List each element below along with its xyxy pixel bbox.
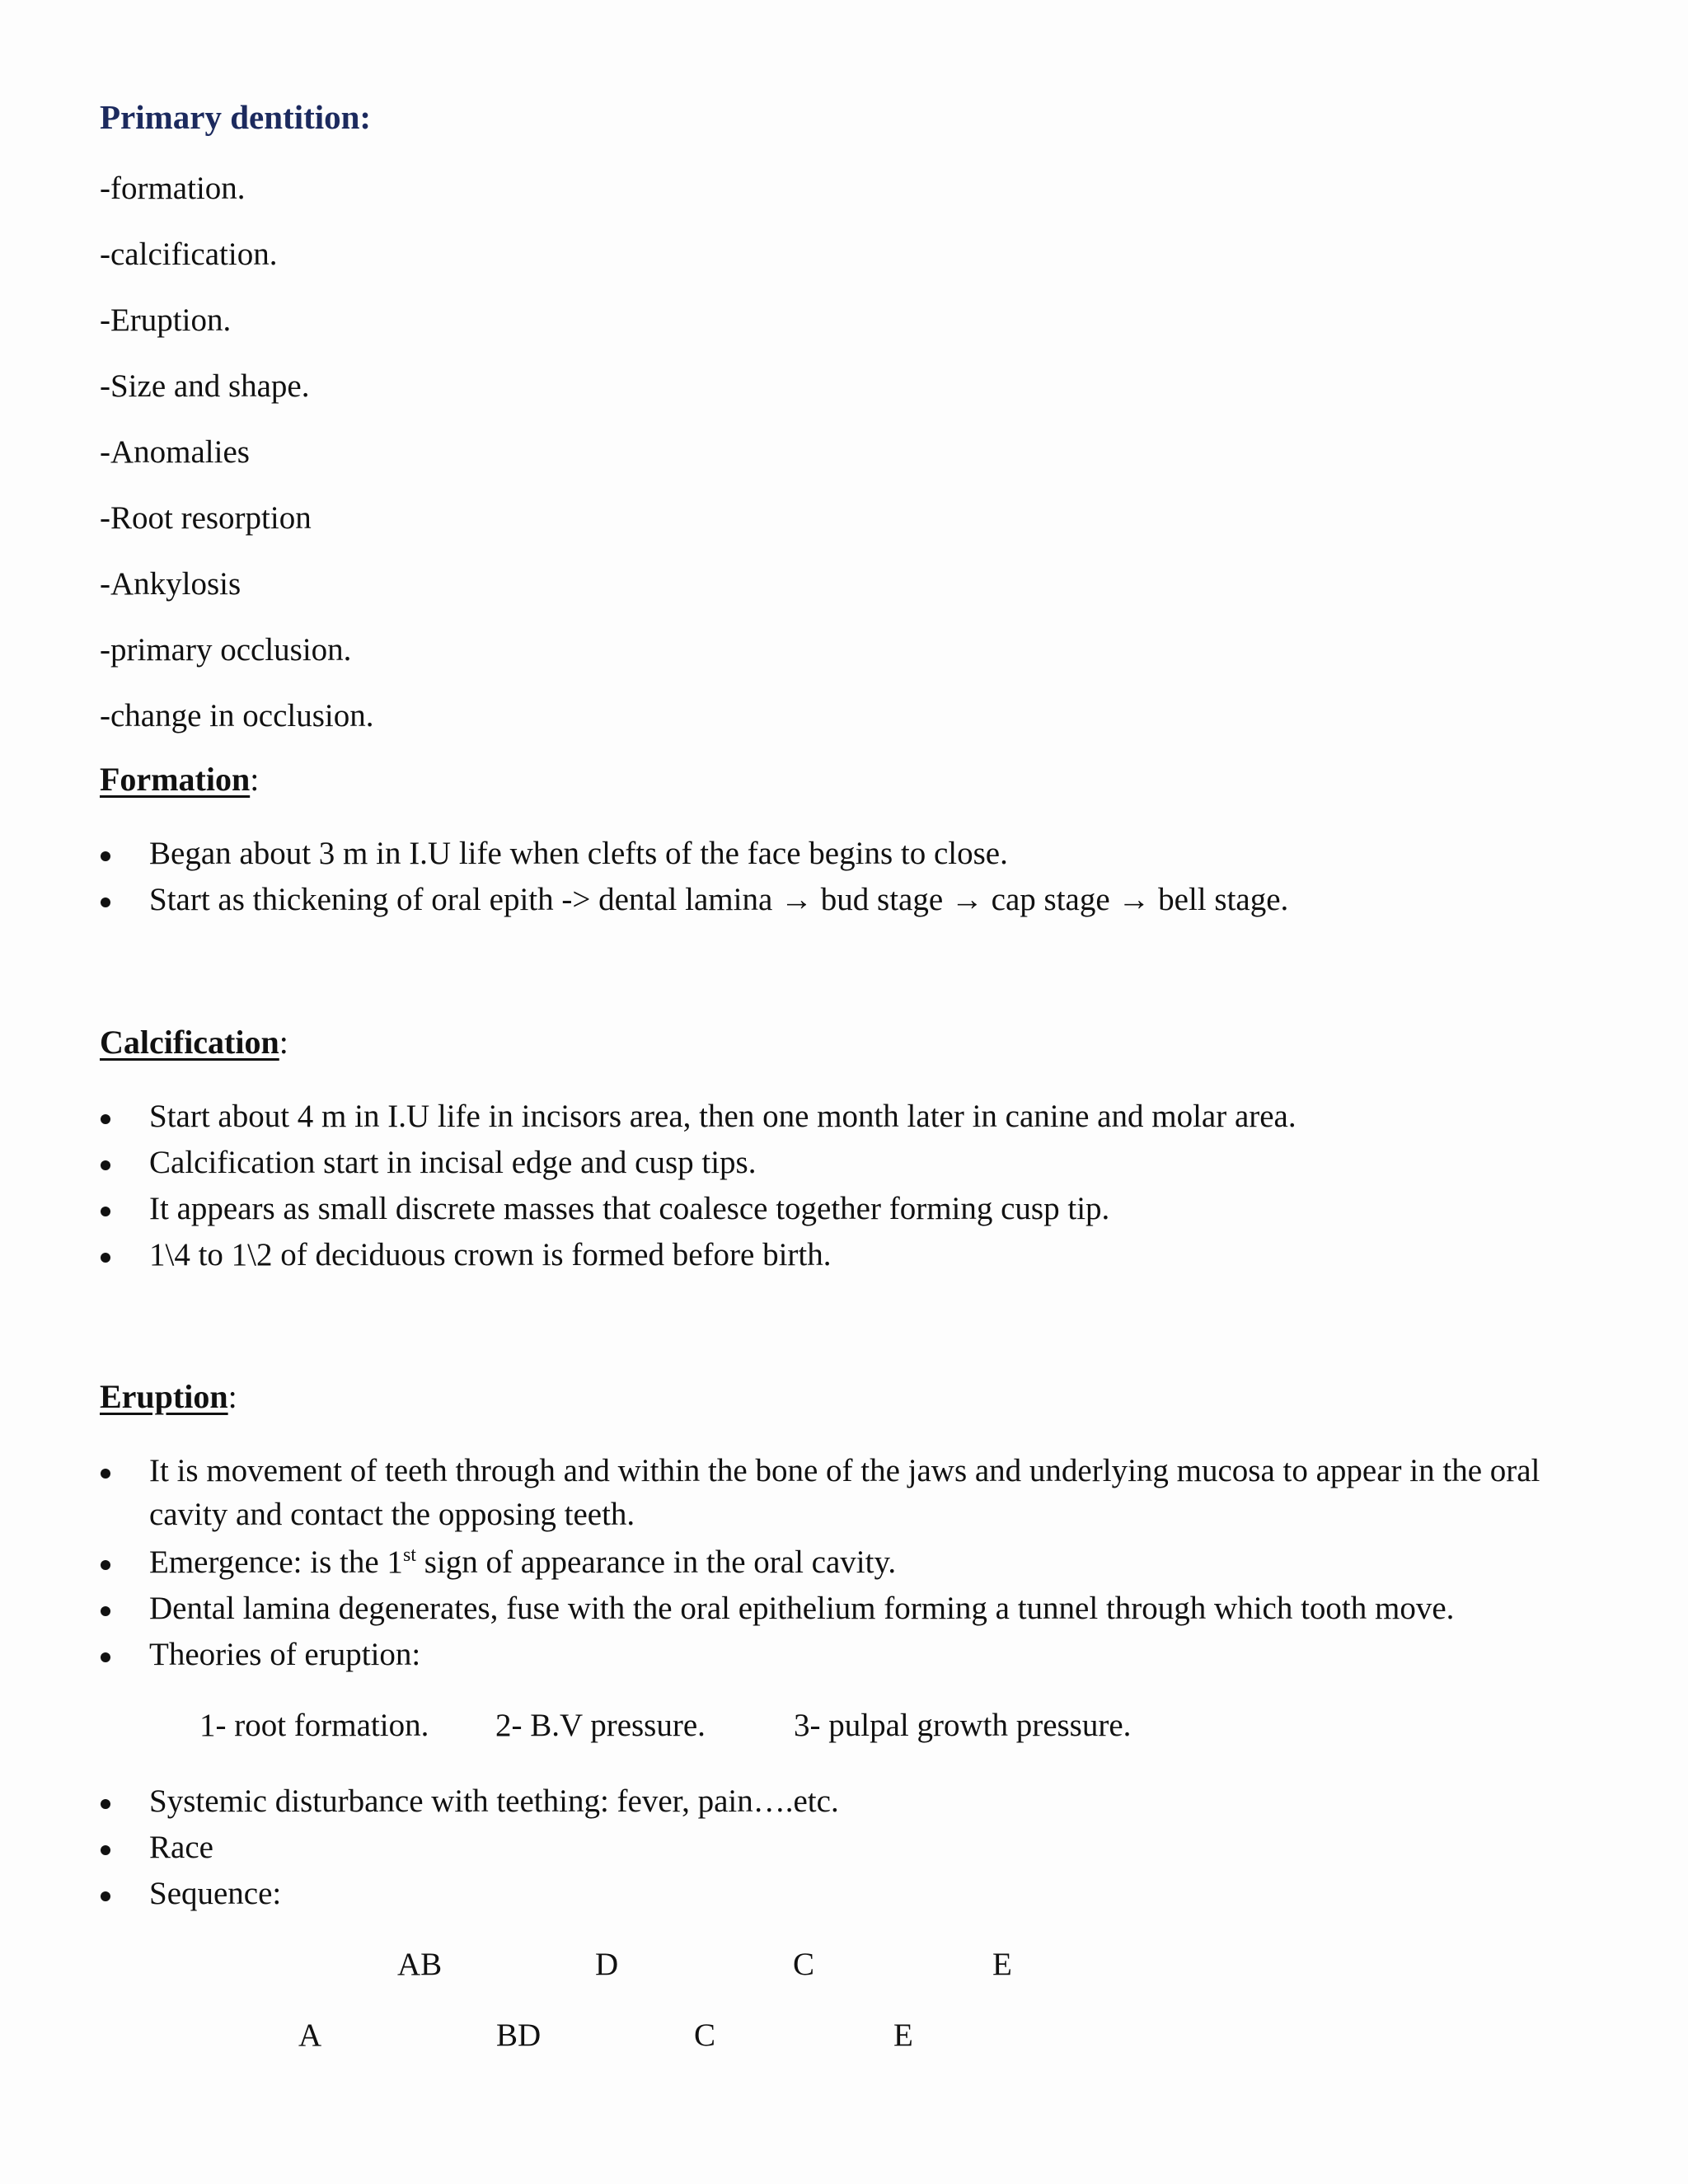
- eruption-bullet: Systemic disturbance with teething: fever, pain….etc.: [149, 1783, 839, 1819]
- topic-item: -Eruption.: [100, 302, 232, 338]
- eruption-bullet-line: It is movement of teeth through and within the bone of the jaws and underlying mucosa to appear in the oral: [149, 1453, 1540, 1488]
- topic-item: -formation.: [100, 171, 246, 206]
- bullet-icon: [101, 1799, 110, 1809]
- bullet-icon: [101, 1160, 110, 1170]
- formation-bullet: Start as thickening of oral epith -> dental lamina → bud stage → cap stage → bell stage.: [149, 882, 1289, 917]
- sequence-lower-label: C: [694, 2018, 716, 2053]
- topic-item: -primary occlusion.: [100, 632, 352, 668]
- topic-item: -calcification.: [100, 237, 278, 272]
- bullet-icon: [101, 1207, 110, 1216]
- section-heading-formation: Formation:: [100, 761, 260, 798]
- topic-item: -Anomalies: [100, 434, 250, 470]
- bullet-icon: [101, 1606, 110, 1616]
- sequence-upper-label: D: [595, 1947, 619, 1982]
- topic-item: -change in occlusion.: [100, 698, 374, 733]
- eruption-bullet: Race: [149, 1830, 213, 1865]
- calcification-bullet: It appears as small discrete masses that coalesce together forming cusp tip.: [149, 1191, 1110, 1226]
- sequence-lower-label: E: [893, 2018, 913, 2053]
- section-heading-calcification: Calcification:: [100, 1024, 288, 1061]
- bullet-icon: [101, 851, 110, 861]
- bullet-icon: [101, 1253, 110, 1263]
- calcification-bullet: Calcification start in incisal edge and cusp tips.: [149, 1145, 757, 1180]
- sequence-upper-label: C: [793, 1947, 815, 1982]
- eruption-bullet: Dental lamina degenerates, fuse with the oral epithelium forming a tunnel through which tooth move.: [149, 1591, 1455, 1626]
- topic-item: -Root resorption: [100, 500, 312, 536]
- topic-item: -Size and shape.: [100, 368, 310, 404]
- bullet-icon: [101, 898, 110, 907]
- formation-bullet: Began about 3 m in I.U life when clefts of the face begins to close.: [149, 836, 1008, 871]
- calcification-bullet: Start about 4 m in I.U life in incisors area, then one month later in canine and molar area.: [149, 1099, 1296, 1134]
- theory-item: 1- root formation.: [199, 1708, 429, 1743]
- theory-item: 2- B.V pressure.: [495, 1708, 706, 1743]
- bullet-icon: [101, 1560, 110, 1570]
- topic-item: -Ankylosis: [100, 566, 241, 602]
- bullet-icon: [101, 1114, 110, 1124]
- section-heading-eruption: Eruption:: [100, 1378, 237, 1415]
- sequence-upper-label: E: [992, 1947, 1012, 1982]
- theory-item: 3- pulpal growth pressure.: [794, 1708, 1132, 1743]
- eruption-bullet-line: cavity and contact the opposing teeth.: [149, 1497, 635, 1532]
- bullet-icon: [101, 1891, 110, 1901]
- sequence-lower-label: BD: [496, 2018, 542, 2053]
- eruption-bullet: Sequence:: [149, 1876, 282, 1911]
- eruption-bullet: Theories of eruption:: [149, 1637, 421, 1672]
- sequence-upper-label: AB: [397, 1947, 443, 1982]
- page-title: Primary dentition:: [100, 98, 372, 136]
- sequence-lower-label: A: [298, 2018, 322, 2053]
- calcification-bullet: 1\4 to 1\2 of deciduous crown is formed before birth.: [149, 1237, 832, 1272]
- bullet-icon: [101, 1845, 110, 1855]
- eruption-bullet-emergence: Emergence: is the 1st sign of appearance in the oral cavity.: [149, 1544, 897, 1580]
- bullet-icon: [101, 1469, 110, 1479]
- bullet-icon: [101, 1652, 110, 1662]
